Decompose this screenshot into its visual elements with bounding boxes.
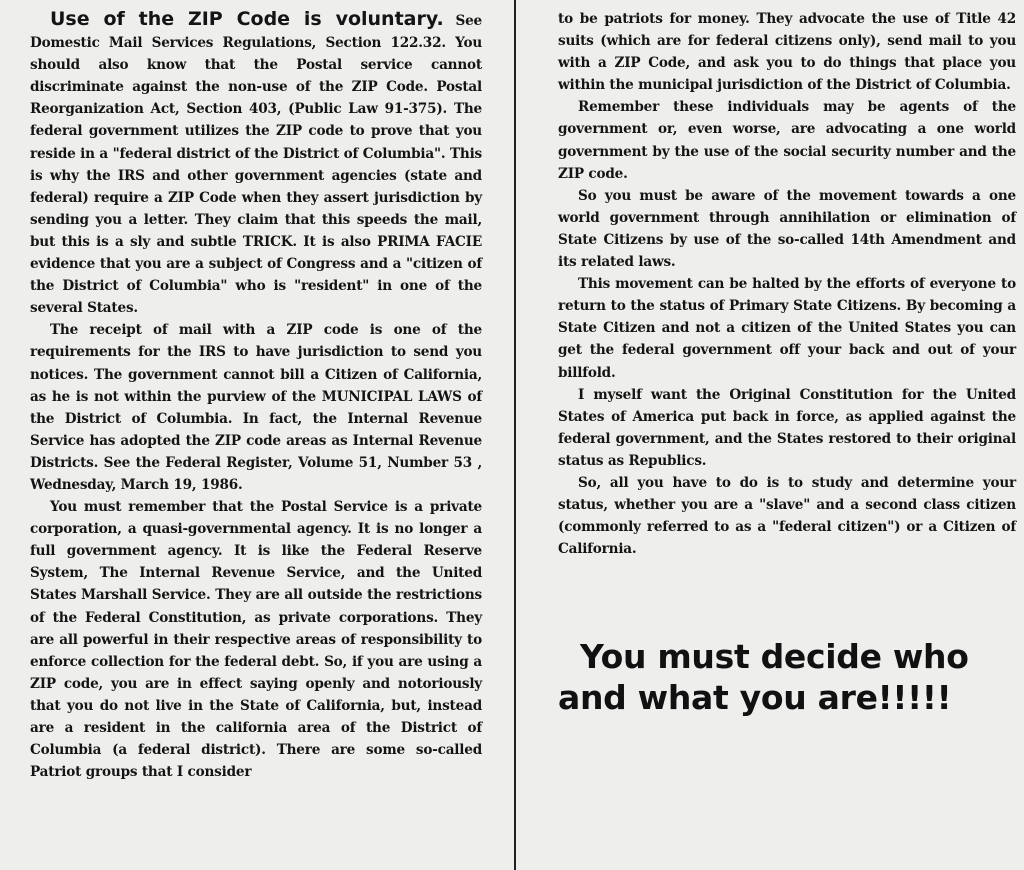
paragraph-patriots-for-money: to be patriots for money. They advocate the use of Title 42 suits (which are for federal citizens only), send mail to you with a ZIP Code, and ask you to do things that place you within the municipal jurisdiction of the District of Columbia. <box>558 11 1016 94</box>
left-column <box>30 8 482 783</box>
paragraph-agents-warning: Remember these individuals may be agents of the government or, even worse, are advocating a one world government by the use of the social security number and the ZIP code. <box>558 99 1016 182</box>
paragraph-irs-jurisdiction: The receipt of mail with a ZIP code is one of the requirements for the IRS to have jurisdiction to send you notices. The government cannot bill a Citizen of California, as he is not within the purview of the MUNICIPAL LAWS of the District of Columbia. In fact, the Internal Revenue Service has adopted the ZIP code areas as Internal Revenue Districts. See the Federal Register, Volume 51, Number 53 , Wednesday, March 19, 1986. <box>30 322 482 493</box>
paragraph-postal-service: You must remember that the Postal Service is a private corporation, a quasi-governmental agency. It is no longer a full government agency. It is like the Federal Reserve System, The Internal Revenue Service, and the United States Marshall Service. They are all outside the restrictions of the Federal Constitution, as private corporations. They are all powerful in their respective areas of responsibility to enforce collection for the federal debt. So, if you are using a ZIP code, you are in effect saying openly and notoriously that you do not live in the State of California, but, instead are a resident in the california area of the District of Columbia (a federal district). There are some so-called Patriot groups that I consider <box>30 499 482 781</box>
paragraph-state-citizens: This movement can be halted by the efforts of everyone to return to the status of Primary State Citizens. By becoming a State Citizen and not a citizen of the United States you can get the federal government off your back and out of your billfold. <box>558 276 1016 381</box>
column-divider <box>514 0 516 870</box>
headline-line-2: and what you are!!!!! <box>558 678 952 717</box>
lead-sentence: Use of the ZIP Code is voluntary. <box>50 8 444 30</box>
paragraph-one-world-movement: So you must be aware of the movement towards a one world government through annihilation or elimination of State Citizens by use of the so-called 14th Amendment and its related laws. <box>558 187 1016 271</box>
paragraph-original-constitution: I myself want the Original Constitution for the United States of America put back in force, as applied against the federal government, and the States restored to their original status as Republics. <box>558 386 1016 469</box>
right-column <box>558 8 1016 560</box>
paragraph-text: See Domestic Mail Services Regulations, Section 122.32. You should also know that the Postal service cannot discriminate against the non-use of the ZIP Code. Postal Reorganization Act, Section 403, (Public Law 91-375). The federal government utilizes the ZIP code to prove that you reside in a "federal district of the District of Columbia". This is why the IRS and other government agencies (state and federal) require a ZIP Code when they assert jurisdiction by sending you a letter. They claim that this speeds the mail, but this is a sly and subtle TRICK. It is also PRIMA FACIE evidence that you are a subject of Congress and a "citizen of the District of Columbia" who is "resident" in one of the several States. <box>30 13 482 317</box>
paragraph-zip-voluntary <box>30 8 482 319</box>
closing-headline <box>558 636 1018 718</box>
headline-line-1: You must decide who <box>580 637 969 676</box>
paragraph-determine-status: So, all you have to do is to study and determine your status, whether you are a "slave" and a second class citizen (commonly referred to as a "federal citizen") or a Citizen of California. <box>558 474 1016 558</box>
